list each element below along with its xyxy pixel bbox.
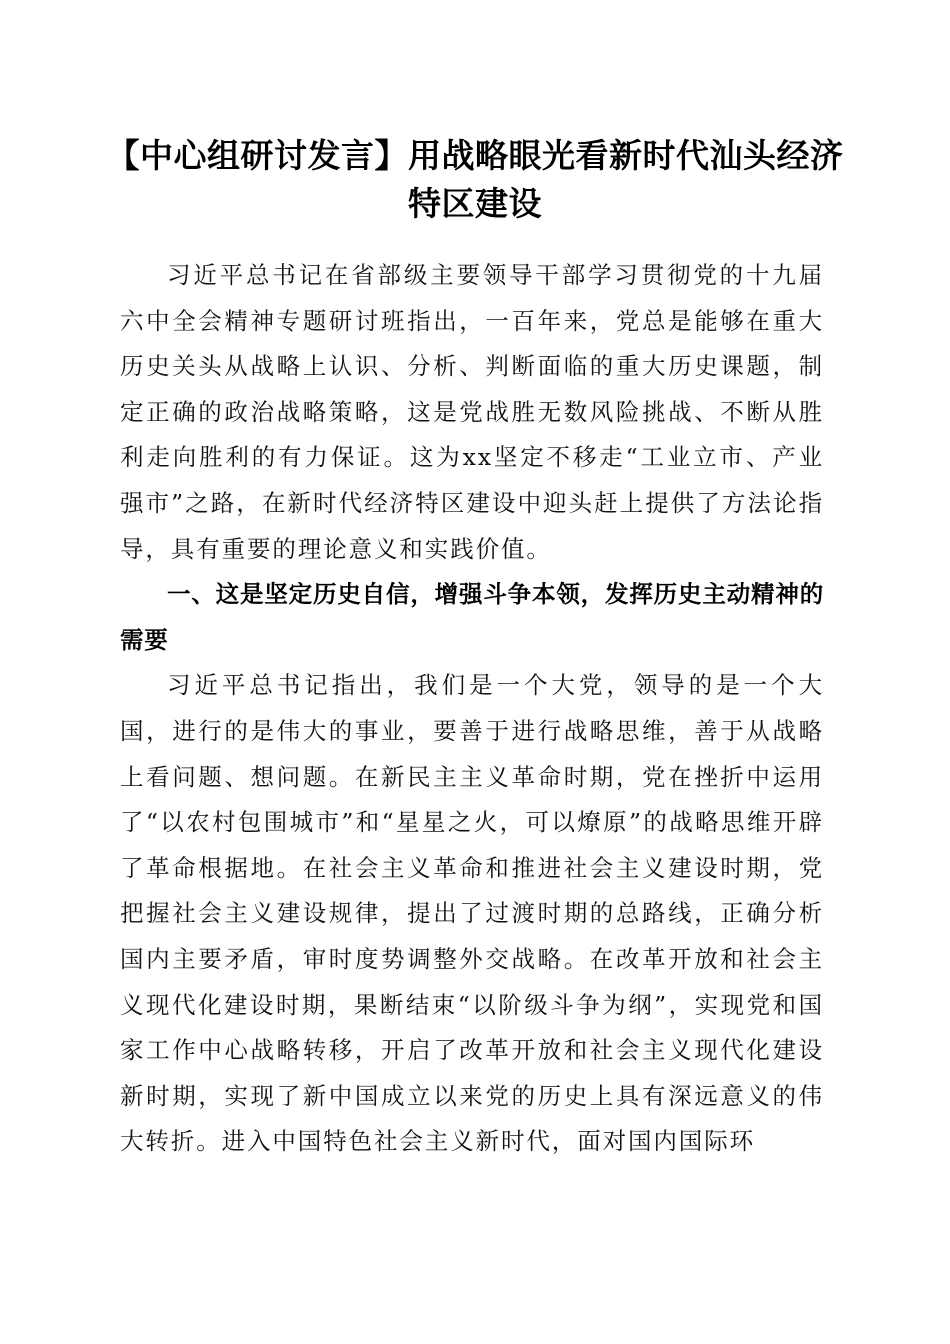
paragraph-intro: 习近平总书记在省部级主要领导干部学习贯彻党的十九届六中全会精神专题研讨班指出，一百年来，党总是能够在重大历史关头从战略上认识、分析、判断面临的重大历史课题，制定正确的政治战略策略，这是党战胜无数风险挑战、不断从胜利走向胜利的有力保证。这为xx坚定不移走“工业立市、产业强市”之路，在新时代经济特区建设中迎头赶上提供了方法论指导，具有重要的理论意义和实践价值。 [120, 261, 824, 563]
section-heading-1: 一、这是坚定历史自信，增强斗争本领，发挥历史主动精神的需要 [120, 580, 824, 654]
document-body [120, 253, 824, 1165]
document-title: 【中心组研讨发言】用战略眼光看新时代汕头经济特区建设 [106, 136, 844, 223]
paragraph-section-1: 习近平总书记指出，我们是一个大党，领导的是一个大国，进行的是伟大的事业，要善于进行战略思维，善于从战略上看问题、想问题。在新民主主义革命时期，党在挫折中运用了“以农村包围城市”和“星星之火，可以燎原”的战略思维开辟了革命根据地。在社会主义革命和推进社会主义建设时期，党把握社会主义建设规律，提出了过渡时期的总路线，正确分析国内主要矛盾，审时度势调整外交战略。在改革开放和社会主义现代化建设时期，果断结束“以阶级斗争为纲”，实现党和国家工作中心战略转移，开启了改革开放和社会主义现代化建设新时期，实现了新中国成立以来党的历史上具有深远意义的伟大转折。进入中国特色社会主义新时代，面对国内国际环 [120, 671, 824, 1156]
